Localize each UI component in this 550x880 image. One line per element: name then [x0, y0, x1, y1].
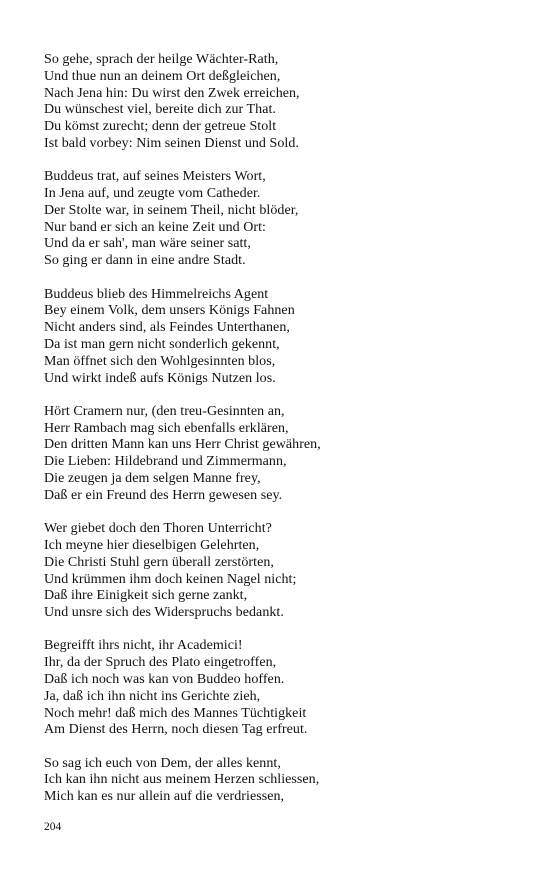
verse-line: Nicht anders sind, als Feindes Unterthanen, — [44, 320, 290, 336]
verse-line: Ihr, da der Spruch des Plato eingetroffen, — [44, 655, 277, 671]
stanza — [44, 638, 524, 739]
verse-line: Wer giebet doch den Thoren Unterricht? — [44, 521, 272, 537]
verse-line: Die Lieben: Hildebrand und Zimmermann, — [44, 454, 287, 470]
verse-line: Daß ihre Einigkeit sich gerne zankt, — [44, 588, 248, 604]
verse-line: Buddeus trat, auf seines Meisters Wort, — [44, 169, 266, 185]
stanza — [44, 521, 524, 622]
verse-line: Daß er ein Freund des Herrn gewesen sey. — [44, 487, 283, 503]
verse-line: Noch mehr! daß mich des Mannes Tüchtigkeit — [44, 705, 307, 721]
stanza — [44, 404, 524, 505]
verse-line: Ich meyne hier dieselbigen Gelehrten, — [44, 537, 260, 553]
verse-line: Und unsre sich des Widerspruchs bedankt. — [44, 605, 284, 621]
verse-line: Mich kan es nur allein auf die verdriessen, — [44, 789, 285, 805]
verse-line: Den dritten Mann kan uns Herr Christ gewähren, — [44, 437, 321, 453]
verse-line: Du wünschest viel, bereite dich zur That. — [44, 102, 276, 118]
verse-line: So gehe, sprach der heilge Wächter-Rath, — [44, 52, 279, 67]
stanza — [44, 52, 524, 153]
verse-line: Nur band er sich an keine Zeit und Ort: — [44, 219, 266, 235]
verse-line: Und wirkt indeß aufs Königs Nutzen los. — [44, 370, 276, 386]
stanza — [44, 287, 524, 388]
verse-line: Begreifft ihrs nicht, ihr Academici! — [44, 638, 243, 654]
verse-line: Ist bald vorbey: Nim seinen Dienst und Sold. — [44, 135, 299, 151]
verse-line: Ich kan ihn nicht aus meinem Herzen schliessen, — [44, 772, 320, 788]
stanza — [44, 169, 524, 270]
verse-line: Daß ich noch was kan von Buddeo hoffen. — [44, 672, 285, 687]
verse-line: In Jena auf, und zeugte vom Catheder. — [44, 186, 261, 202]
verse-line: Bey einem Volk, dem unsers Königs Fahnen — [44, 303, 295, 319]
verse-line: Buddeus blieb des Himmelreichs Agent — [44, 286, 269, 302]
verse-line: Ja, daß ich ihn nicht ins Gerichte zieh, — [44, 688, 261, 704]
stanza — [44, 756, 524, 806]
verse-line: Herr Rambach mag sich ebenfalls erklären, — [44, 420, 289, 436]
verse-line: Nach Jena hin: Du wirst den Zwek erreichen, — [44, 85, 300, 101]
verse-line: So sag ich euch von Dem, der alles kennt, — [44, 755, 281, 771]
verse-line: Man öffnet sich den Wohlgesinnten blos, — [44, 353, 276, 369]
verse-line: Und da er sah', man wäre seiner satt, — [44, 236, 251, 252]
poem-body — [44, 52, 524, 823]
verse-line: Die zeugen ja dem selgen Manne frey, — [44, 471, 261, 487]
verse-line: Am Dienst des Herrn, noch diesen Tag erfreut. — [44, 722, 308, 738]
verse-line: Und thue nun an deinem Ort deßgleichen, — [44, 68, 281, 84]
page-number: 204 — [44, 821, 62, 833]
verse-line: Der Stolte war, in seinem Theil, nicht blöder, — [44, 202, 299, 218]
verse-line: Hört Cramern nur, (den treu-Gesinnten an, — [44, 403, 285, 419]
verse-line: Da ist man gern nicht sonderlich gekennt, — [44, 336, 280, 352]
verse-line: So ging er dann in eine andre Stadt. — [44, 253, 246, 269]
verse-line: Die Christi Stuhl gern überall zerstörten, — [44, 554, 274, 570]
verse-line: Und krümmen ihm doch keinen Nagel nicht; — [44, 571, 297, 587]
verse-line: Du kömst zurecht; denn der getreue Stolt — [44, 119, 277, 135]
